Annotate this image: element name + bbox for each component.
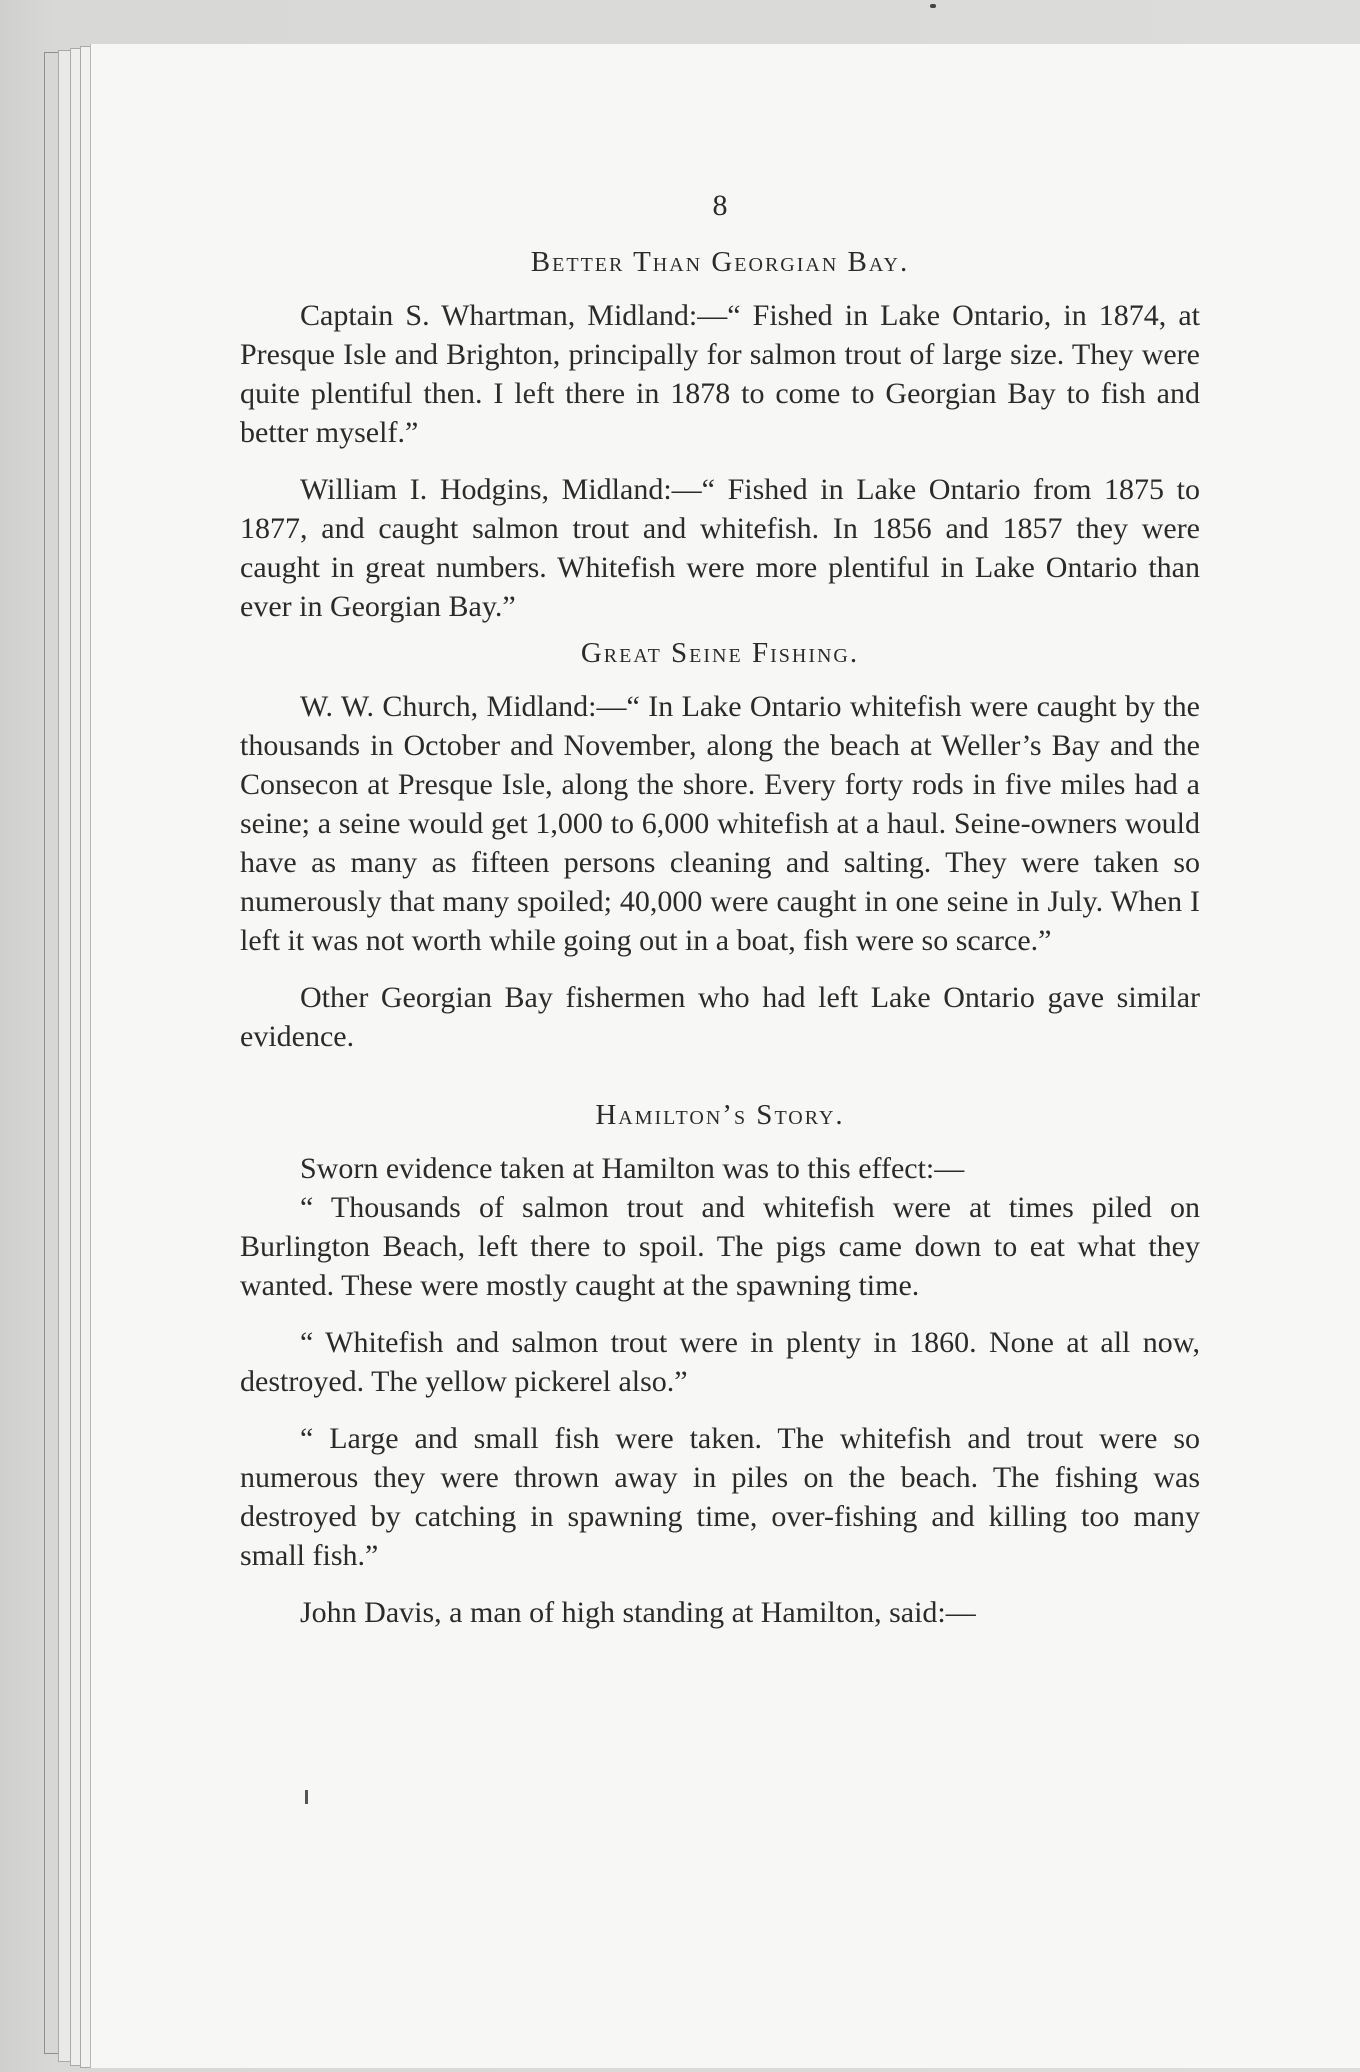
paragraph: W. W. Church, Midland:—“ In Lake Ontario whitefish were caught by the thousands in October and November, along the beach at Weller’s Bay and the Consecon at Presque Isle, along the shore. Every forty rods in five miles had a seine; a seine would get 1,000 to 6,000 whitefish at a haul. Seine-owners would have as many as fifteen persons cleaning and salting. They were taken so numerously that many spoiled; 40,000 were caught in one seine in July. When I left it was not worth while going out in a boat, fish were so scarce.” — [240, 690, 1200, 957]
paragraph: “ Whitefish and salmon trout were in plenty in 1860. None at all now, destroyed. The yellow pickerel also.” — [240, 1326, 1200, 1398]
margin-mark — [305, 1790, 308, 1804]
paragraph: Captain S. Whartman, Midland:—“ Fished in Lake Ontario, in 1874, at Presque Isle and Brighton, principally for salmon trout of large size. They were quite plentiful then. I left there in 1878 to come to Georgian Bay to fish and better myself.” — [240, 299, 1200, 449]
paragraph: Other Georgian Bay fishermen who had left Lake Ontario gave similar evidence. — [240, 981, 1200, 1053]
paragraph: William I. Hodgins, Midland:—“ Fished in Lake Ontario from 1875 to 1877, and caught salmon trout and whitefish. In 1856 and 1857 they were caught in great numbers. Whitefish were more plentiful in Lake Ontario than ever in Georgian Bay.” — [240, 473, 1200, 623]
page-content — [240, 160, 1200, 1650]
page-number: 8 — [712, 189, 728, 222]
paragraph: “ Thousands of salmon trout and whitefish were at times piled on Burlington Beach, left there to spoil. The pigs came down to eat what they wanted. These were mostly caught at the spawning time. — [240, 1191, 1200, 1302]
paragraph: Sworn evidence taken at Hamilton was to this effect:— — [300, 1152, 965, 1185]
paragraph: “ Large and small fish were taken. The whitefish and trout were so numerous they were thrown away in piles on the beach. The fishing was destroyed by catching in spawning time, over-fishing and killing too many small fish.” — [240, 1422, 1200, 1572]
section-heading: Great Seine Fishing. — [580, 637, 860, 669]
scan-speck — [930, 4, 936, 8]
section-heading: Hamilton’s Story. — [595, 1099, 845, 1131]
paragraph: John Davis, a man of high standing at Hamilton, said:— — [300, 1596, 976, 1629]
section-heading: Better Than Georgian Bay. — [530, 246, 910, 278]
